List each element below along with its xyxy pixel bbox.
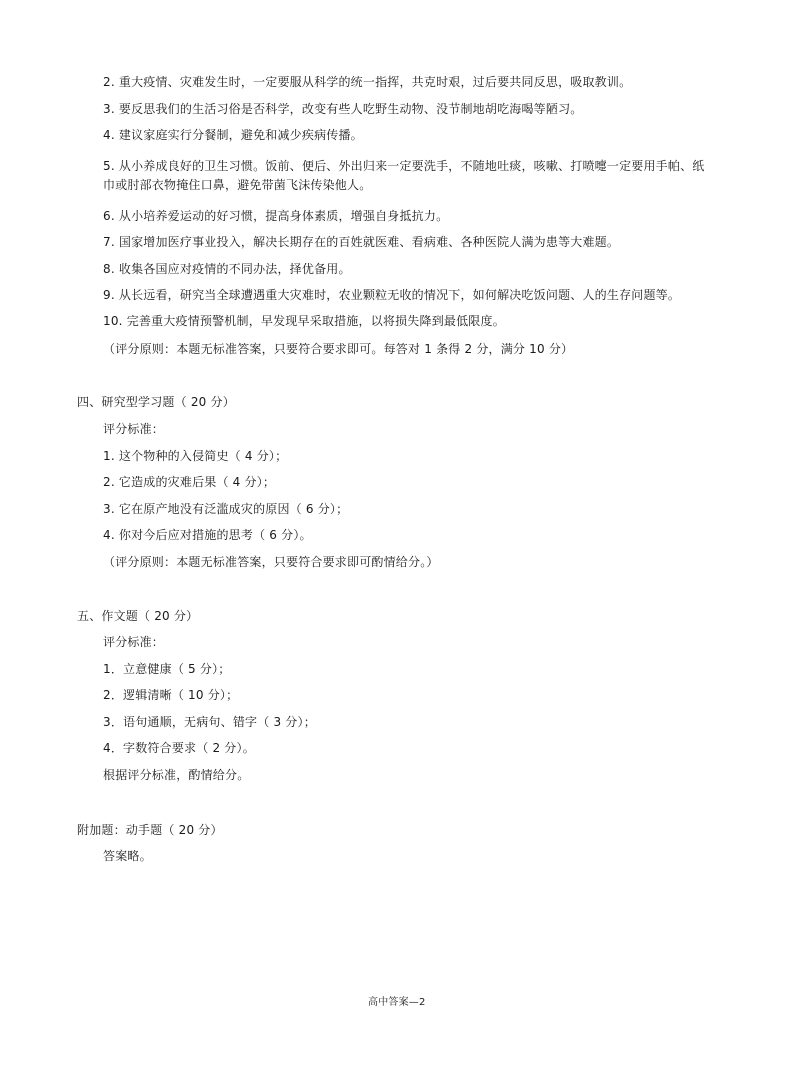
section5-criteria-label: 评分标准： — [103, 635, 165, 649]
section3-item-4: 4. 建议家庭实行分餐制，避免和减少疾病传播。 — [103, 128, 363, 142]
section4-item-4: 4. 你对今后应对措施的思考（ 6 分）。 — [103, 528, 312, 542]
section5-item-4: 4．字数符合要求（ 2 分）。 — [103, 741, 255, 755]
section3-item-5: 5. 从小养成良好的卫生习惯。饭前、便后、外出归来一定要洗手，不随地吐痰，咳嗽、打喷嚏一定要用手帕、纸巾或肘部衣物掩住口鼻，避免带菌飞沫传染他人。 — [103, 159, 705, 192]
section5-item-1: 1．立意健康（ 5 分）； — [103, 662, 231, 676]
section3-item-7: 7. 国家增加医疗事业投入，解决长期存在的百姓就医难、看病难、各种医院人满为患等大难题。 — [103, 235, 620, 249]
section5-item-3: 3．语句通顺，无病句、错字（ 3 分）； — [103, 715, 316, 729]
section3-item-6: 6. 从小培养爱运动的好习惯，提高身体素质，增强自身抵抗力。 — [103, 209, 449, 223]
section3-item-10: 10. 完善重大疫情预警机制，早发现早采取措施，以将损失降到最低限度。 — [103, 314, 505, 328]
section5-heading: 五、作文题（ 20 分） — [77, 609, 199, 623]
section4-item-3: 3. 它在原产地没有泛滥成灾的原因（ 6 分）； — [103, 502, 349, 516]
section4-item-1: 1. 这个物种的入侵简史（ 4 分）； — [103, 449, 288, 463]
section3-item-3: 3. 要反思我们的生活习俗是否科学，改变有些人吃野生动物、没节制地胡吃海喝等陋习。 — [103, 102, 583, 116]
bonus-heading: 附加题：动手题（ 20 分） — [77, 823, 223, 837]
section4-item-2: 2. 它造成的灾难后果（ 4 分）； — [103, 475, 276, 489]
page-footer: 高中答案—2 — [368, 997, 426, 1008]
bonus-answer: 答案略。 — [103, 849, 152, 863]
section3-item-8: 8. 收集各国应对疫情的不同办法，择优备用。 — [103, 262, 351, 276]
section5-closing: 根据评分标准，酌情给分。 — [103, 768, 250, 782]
section5-item-2: 2．逻辑清晰（ 10 分）； — [103, 688, 239, 702]
section3-item-2: 2. 重大疫情、灾难发生时，一定要服从科学的统一指挥，共克时艰，过后要共同反思，吸取教训。 — [103, 75, 632, 89]
section4-scoring-note: （评分原则：本题无标准答案，只要符合要求即可酌情给分。） — [103, 555, 439, 569]
section3-item-9: 9. 从长远看，研究当全球遭遇重大灾难时，农业颗粒无收的情况下，如何解决吃饭问题、人的生存问题等。 — [103, 288, 681, 302]
section4-criteria-label: 评分标准： — [103, 422, 165, 436]
section3-scoring-note: （评分原则：本题无标准答案，只要符合要求即可。每答对 1 条得 2 分，满分 10 分） — [103, 342, 574, 356]
section4-heading: 四、研究型学习题（ 20 分） — [77, 395, 235, 409]
